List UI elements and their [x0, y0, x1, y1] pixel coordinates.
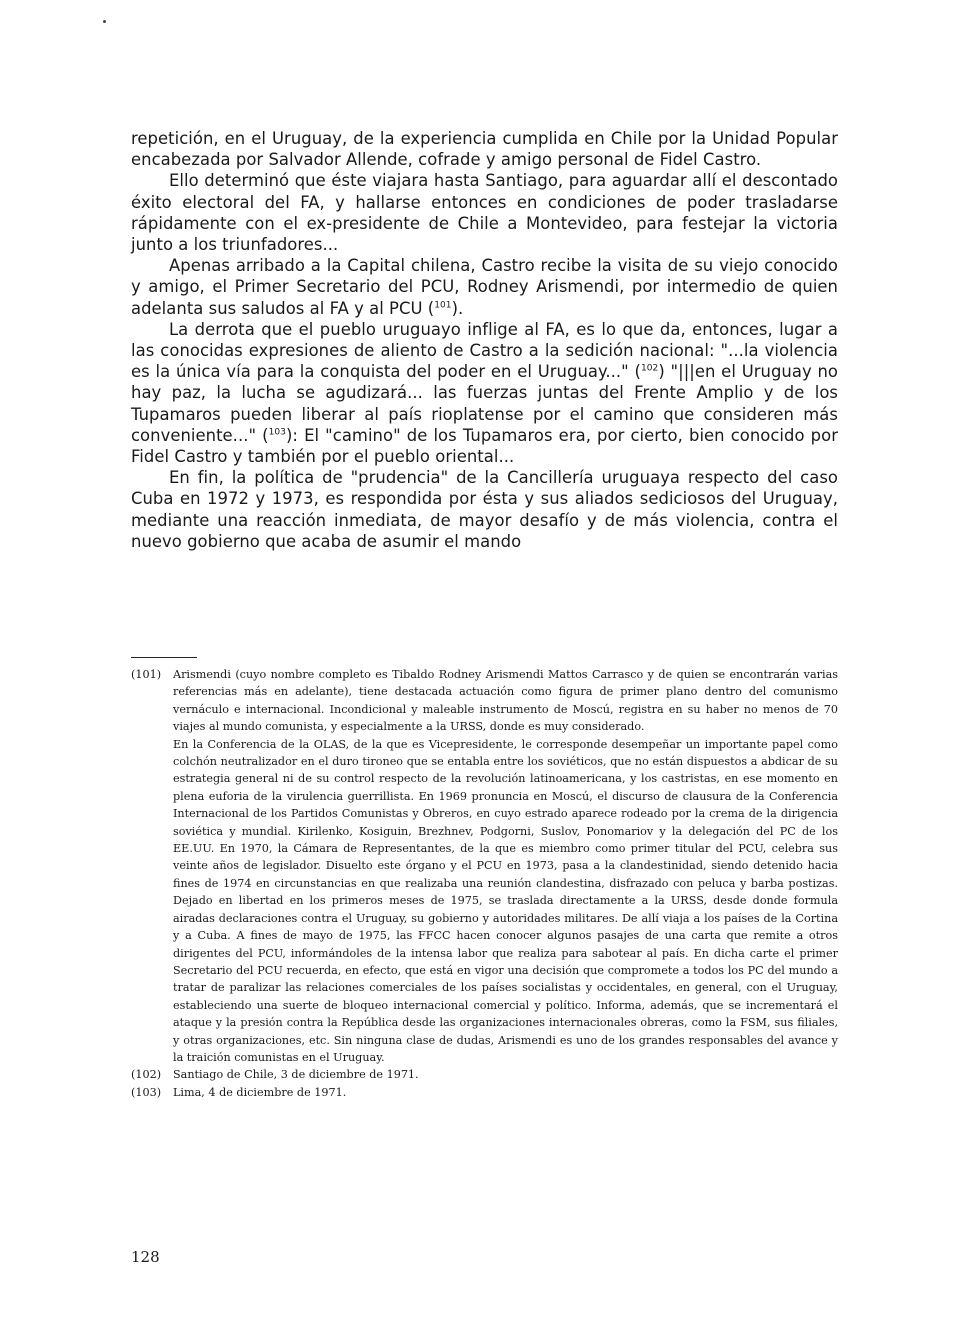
- footnote-divider: [131, 657, 197, 658]
- footnote-paragraph: Arismendi (cuyo nombre completo es Tibaldo Rodney Arismendi Mattos Carrasco y de quien se encontrarán varias referencias más en adelante), tiene destacada actuación como figura de primer plano dentro del comunismo vernáculo e internacional. Incondicional y maleable instrumento de Moscú, registra en su haber no menos de 70 viajes al mundo comunista, y especialmente a la URSS, donde es muy considerado.: [173, 668, 838, 734]
- footnote-number: (103): [131, 1085, 162, 1099]
- footnote-number: (102): [131, 1068, 162, 1082]
- footnote-101: [131, 666, 838, 1066]
- paragraph: Ello determinó que éste viajara hasta Santiago, para aguardar allí el descontado éxito electoral del FA, y hallarse entonces en condiciones de poder trasladarse rápidamente con el ex-presidente de Chile a Montevideo, para festejar la victoria junto a los triunfadores...: [131, 171, 838, 255]
- page-number: 128: [131, 1248, 160, 1266]
- footnote-body: [173, 1066, 838, 1083]
- footnote-body: [173, 1084, 838, 1101]
- footnote-number: (101): [131, 668, 162, 681]
- footnotes: [131, 666, 838, 1101]
- paragraph: [131, 255, 838, 319]
- footnote-paragraph: Santiago de Chile, 3 de diciembre de 1971.: [173, 1068, 419, 1082]
- paragraph-text: ).: [451, 298, 464, 318]
- footnote-paragraph: Lima, 4 de diciembre de 1971.: [173, 1085, 347, 1099]
- footnote-body: [173, 666, 838, 1066]
- paragraph-text: ) "|||en el Uruguay no hay paz, la lucha se agudizará... las fuerzas juntas del Frente Amplio y de los Tupamaros pueden liberar al país rioplatense por el camino que consideren más conveniente..." (: [131, 362, 838, 445]
- paragraph: [131, 319, 838, 467]
- scan-speck: [103, 20, 106, 23]
- footnote-paragraph: En la Conferencia de la OLAS, de la que es Vicepresidente, le corresponde desempeñar un importante papel como colchón neutralizador en el duro tironeo que se entabla entre los soviéticos, que no están dispuestos a abdicar de su estrategia general ni de su control respecto de la revolución latinoamericana, y los castristas, en ese momento en plena euforia de la virulencia guerrillista. En 1969 pronuncia en Moscú, el discurso de clausura de la Conferencia Internacional de los Partidos Comunistas y Obreros, en cuyo estrado aparece rodeado por la crema de la dirigencia soviética y mundial. Kirilenko, Kosiguin, Brezhnev, Podgorni, Suslov, Ponomariov y la delegación del PC de los EE.UU. En 1970, la Cámara de Representantes, de la que es miembro como primer titular del PCU, celebra sus veinte años de legislador. Disuelto este órgano y el PCU en 1973, pasa a la clandestinidad, siendo detenido hacia fines de 1974 en circunstancias en que realizaba una reunión clandestina, disfrazado con peluca y barba postizas. Dejado en libertad en los primeros meses de 1975, se traslada directamente a la URSS, desde donde formula airadas declaraciones contra el Uruguay, su gobierno y autoridades militares. De allí viaja a los países de la Cortina y a Cuba. A fines de mayo de 1975, las FFCC hacen conocer algunos pasajes de una carta que remite a otros dirigentes del PCU, informándoles de la intensa labor que realiza para sabotear al país. En dicha carte el primer Secretario del PCU recuerda, en efecto, que está en vigor una decisión que compromete a todos los PC del mundo a tratar de paralizar las relaciones comerciales de los países socialistas y occidentales, en general, con el Uruguay, estableciendo una suerte de bloqueo internacional comercial y político. Informa, además, que se incrementará el ataque y la presión contra la República desde las organizaciones internacionales obreras, como la FSM, sus filiales, y otras organizaciones, etc. Sin ninguna clase de dudas, Arismendi es uno de los grandes responsables del avance y la traición comunistas en el Uruguay.: [173, 737, 838, 1064]
- footnote-102: [131, 1066, 838, 1083]
- footnote-ref-103: 103: [268, 427, 286, 438]
- footnote-ref-101: 101: [434, 300, 452, 311]
- paragraph: En fin, la política de "prudencia" de la Cancillería uruguaya respecto del caso Cuba en 1972 y 1973, es respondida por ésta y sus aliados sediciosos del Uruguay, mediante una reacción inmediata, de mayor desafío y de más violencia, contra el nuevo gobierno que acaba de asumir el mando: [131, 468, 838, 551]
- paragraph-text: Apenas arribado a la Capital chilena, Castro recibe la visita de su viejo conocido y amigo, el Primer Secretario del PCU, Rodney Arismendi, por intermedio de quien adelanta sus saludos al FA y al PCU (: [131, 256, 838, 318]
- paragraph: repetición, en el Uruguay, de la experiencia cumplida en Chile por la Unidad Popular encabezada por Salvador Allende, cofrade y amigo personal de Fidel Castro.: [131, 129, 838, 170]
- footnote-103: [131, 1084, 838, 1101]
- paragraph-text: La derrota que el pueblo uruguayo inflige al FA, es lo que da, entonces, lugar a las conocidas expresiones de aliento de Castro a la sedición nacional: "...la violencia es la única vía para la conquista del poder en el Uruguay..." (: [131, 319, 838, 382]
- paragraph-text: ): El "camino" de los Tupamaros era, por cierto, bien conocido por Fidel Castro y también por el pueblo oriental...: [131, 425, 838, 467]
- main-text: [131, 128, 838, 552]
- footnote-ref-102: 102: [640, 363, 659, 374]
